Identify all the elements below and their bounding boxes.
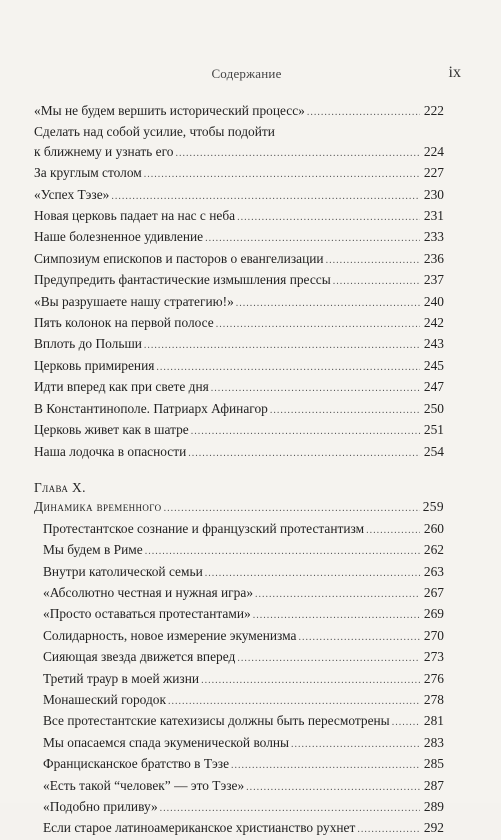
leader-dots [291, 735, 420, 754]
toc-entry [34, 776, 444, 797]
toc-entry-line [34, 420, 444, 441]
toc-entry-title: В Константинополе. Патриарх Афинагор [34, 400, 268, 416]
leader-dots [188, 444, 420, 463]
leader-dots [164, 499, 420, 518]
running-head [32, 66, 461, 84]
toc-entry-page: 283 [423, 734, 444, 750]
leader-dots [333, 272, 420, 291]
toc-entry-page: 247 [423, 379, 444, 395]
toc-entry-line [43, 797, 444, 818]
chapter-heading [34, 478, 444, 519]
toc-entry [34, 313, 444, 334]
toc-entry-page: 240 [423, 293, 444, 309]
toc-entry-title: Протестантское сознание и французский протестантизм [43, 520, 365, 536]
toc-entry-line [43, 733, 444, 754]
leader-dots [211, 379, 420, 398]
toc-entry-line [34, 163, 444, 184]
toc-entry-title: Мы будем в Риме [43, 542, 143, 558]
toc-entry [34, 334, 444, 355]
toc-entry [34, 185, 444, 206]
toc-section-chapter [34, 519, 444, 840]
toc-entry-page: 231 [423, 208, 444, 224]
toc-entry-title: «Подобно приливу» [43, 799, 158, 814]
toc-entry-line [34, 142, 444, 163]
toc-entry-line [34, 292, 444, 313]
toc-entry [34, 249, 444, 270]
toc-entry-page: 285 [423, 756, 444, 772]
toc-entry-page: 287 [423, 777, 444, 793]
toc-entry-title: «Абсолютно честная и нужная игра» [43, 584, 254, 600]
chapter-title: Динамика временного [34, 499, 162, 515]
toc-entry-page: 260 [423, 520, 444, 536]
toc-entry [34, 733, 444, 754]
toc-entry-page: 242 [423, 315, 444, 331]
toc-entry [34, 101, 444, 122]
toc-entry-title: Внутри католической семьи [43, 563, 203, 579]
toc-entry-page: 270 [423, 627, 444, 643]
leader-dots [205, 229, 420, 248]
toc-entry-title: «Просто оставаться протестантами» [43, 606, 251, 622]
toc-entry-title: Наша лодочка в опасности [34, 443, 187, 459]
leader-dots [326, 251, 420, 270]
toc-entry [34, 818, 444, 839]
leader-dots [366, 521, 420, 540]
toc-entry-page: 289 [423, 799, 444, 814]
leader-dots [175, 144, 420, 163]
toc-entry-page: 236 [423, 250, 444, 266]
chapter-page: 259 [422, 499, 444, 515]
toc-entry [34, 377, 444, 398]
toc-entry-line [43, 754, 444, 775]
toc-entry [34, 227, 444, 248]
leader-dots [246, 778, 420, 797]
toc-entry [34, 292, 444, 313]
toc-entry-page: 251 [423, 422, 444, 438]
toc-entry [34, 163, 444, 184]
toc-entry-title-line: Сделать над собой усилие, чтобы подойти [34, 124, 275, 140]
chapter-label: Глава X. [34, 479, 86, 495]
toc-entry-page: 262 [423, 542, 444, 558]
toc-entry-line [34, 399, 444, 420]
toc-entry-title: «Вы разрушаете нашу стратегию!» [34, 293, 234, 309]
toc-entry-title: «Мы не будем вершить исторический процесс» [34, 103, 305, 118]
toc-entry [34, 356, 444, 377]
leader-dots [201, 671, 420, 690]
toc-entry-line [43, 711, 444, 732]
toc-entry-line [43, 604, 444, 625]
table-of-contents [34, 101, 444, 840]
toc-entry-line [34, 249, 444, 270]
toc-entry-title: Все протестантские катехизисы должны быть пересмотрены [43, 713, 390, 729]
toc-entry-line [34, 206, 444, 227]
toc-entry-title: Солидарность, новое измерение экуменизма [43, 627, 297, 643]
toc-entry-title: Церковь примирения [34, 357, 155, 373]
toc-entry-title: к ближнему и узнать его [34, 143, 174, 159]
toc-entry-page: 227 [423, 165, 444, 181]
leader-dots [145, 542, 420, 561]
toc-entry-title: Идти вперед как при свете дня [34, 379, 209, 395]
toc-entry-line [43, 562, 444, 583]
toc-entry-line [43, 583, 444, 604]
chapter-title-line [34, 497, 444, 518]
toc-entry-title: Пять колонок на первой полосе [34, 315, 214, 331]
toc-entry [34, 604, 444, 625]
leader-dots [191, 422, 420, 441]
toc-entry-line [43, 540, 444, 561]
leader-dots [168, 692, 420, 711]
toc-entry-page: 233 [423, 229, 444, 245]
toc-entry-title: Францисканское братство в Тэзе [43, 756, 230, 772]
toc-entry-line [43, 690, 444, 711]
toc-entry [34, 270, 444, 291]
leader-dots [255, 585, 420, 604]
leader-dots [160, 799, 420, 818]
toc-entry [34, 420, 444, 441]
leader-dots [270, 401, 420, 420]
toc-entry-page: 222 [423, 103, 444, 118]
toc-entry-page: 267 [423, 584, 444, 600]
toc-entry-line [43, 818, 444, 839]
toc-entry-line [43, 647, 444, 668]
toc-section-top [34, 101, 444, 463]
toc-entry-page: 243 [423, 336, 444, 352]
toc-entry-page: 281 [423, 713, 444, 729]
page-number: ix [448, 64, 461, 81]
toc-entry-page: 276 [423, 670, 444, 686]
toc-entry-line [43, 669, 444, 690]
toc-entry-title: Если старое латиноамериканское христианство рухнет [43, 820, 356, 836]
toc-entry-title: Новая церковь падает на нас с неба [34, 208, 236, 224]
toc-entry-page: 292 [423, 820, 444, 836]
toc-entry-line [34, 101, 444, 122]
toc-entry [34, 626, 444, 647]
toc-entry-line [43, 776, 444, 797]
toc-entry-page: 230 [423, 186, 444, 202]
toc-entry [34, 399, 444, 420]
toc-entry-title: Симпозиум епископов и пасторов о евангелизации [34, 250, 324, 266]
toc-entry [34, 562, 444, 583]
toc-entry-line [34, 313, 444, 334]
toc-entry [34, 122, 444, 163]
toc-entry-title: Предупредить фантастические измышления прессы [34, 272, 331, 288]
toc-entry [34, 711, 444, 732]
toc-entry-page: 250 [423, 400, 444, 416]
toc-entry-title: Церковь живет как в шатре [34, 422, 189, 438]
leader-dots [144, 336, 420, 355]
toc-entry [34, 754, 444, 775]
leader-dots [237, 208, 420, 227]
toc-entry-line [34, 356, 444, 377]
leader-dots [231, 756, 420, 775]
toc-entry-line [34, 185, 444, 206]
toc-entry-title: Сияющая звезда движется вперед [43, 649, 236, 665]
leader-dots [156, 358, 420, 377]
leader-dots [299, 628, 421, 647]
toc-entry-title: Вплоть до Польши [34, 336, 142, 352]
toc-entry-page: 245 [423, 357, 444, 373]
toc-entry [34, 206, 444, 227]
leader-dots [253, 606, 420, 625]
toc-entry-line [34, 270, 444, 291]
leader-dots [236, 294, 420, 313]
toc-entry-line [34, 377, 444, 398]
leader-dots [392, 713, 420, 732]
toc-entry-line [43, 519, 444, 540]
toc-entry-line [34, 334, 444, 355]
toc-entry-page: 224 [423, 143, 444, 159]
toc-entry-title: Мы опасаемся спада экуменической волны [43, 734, 290, 750]
leader-dots [111, 187, 420, 206]
running-title: Содержание [211, 66, 282, 81]
toc-entry [34, 583, 444, 604]
toc-entry-line [34, 227, 444, 248]
toc-entry-page: 263 [423, 563, 444, 579]
toc-entry-title: За круглым столом [34, 165, 142, 181]
toc-entry-line [43, 626, 444, 647]
leader-dots [205, 564, 420, 583]
leader-dots [144, 165, 420, 184]
toc-entry [34, 690, 444, 711]
toc-entry-page: 278 [423, 691, 444, 707]
toc-entry [34, 519, 444, 540]
toc-entry-title: Наше болезненное удивление [34, 229, 204, 245]
toc-entry-title: Монашеский городок [43, 691, 166, 707]
leader-dots [357, 820, 420, 839]
toc-entry-title: «Успех Тэзе» [34, 186, 110, 202]
toc-entry [34, 669, 444, 690]
toc-entry [34, 442, 444, 463]
toc-entry-title: «Есть такой “человек” — это Тэзе» [43, 777, 245, 793]
toc-entry [34, 540, 444, 561]
toc-entry [34, 797, 444, 818]
toc-entry-line [34, 442, 444, 463]
toc-entry-title: Третий траур в моей жизни [43, 670, 200, 686]
toc-entry-page: 273 [423, 649, 444, 665]
toc-entry-page: 254 [423, 443, 444, 459]
leader-dots [307, 103, 420, 122]
toc-entry-page: 237 [423, 272, 444, 288]
leader-dots [216, 315, 420, 334]
toc-entry-page: 269 [423, 606, 444, 622]
leader-dots [237, 649, 420, 668]
toc-entry [34, 647, 444, 668]
